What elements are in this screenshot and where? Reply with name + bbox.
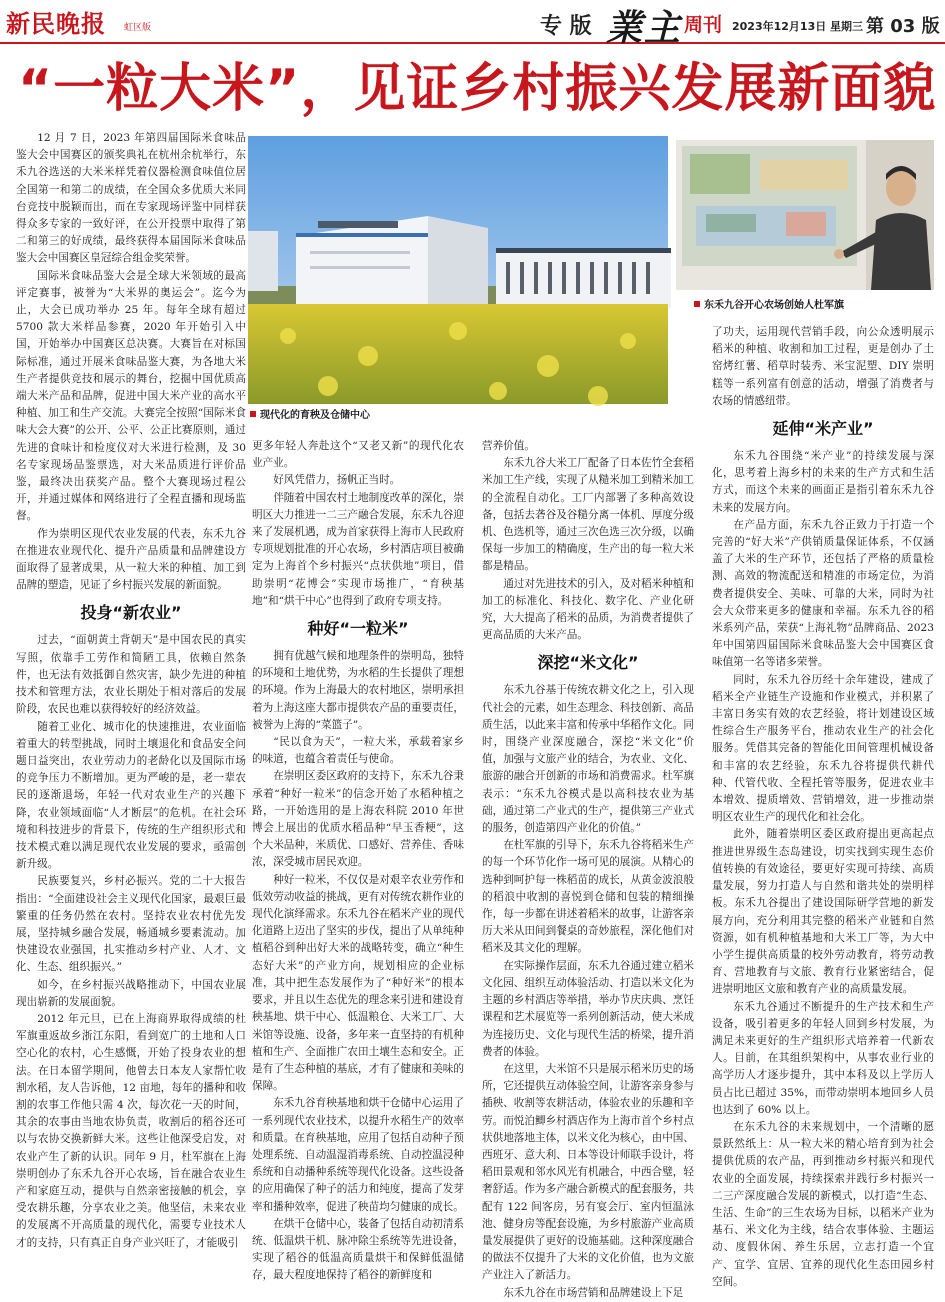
paragraph: 在这里，大米馆不只是展示稻米历史的场所，它还提供互动体验空间，让游客亲身参与插秧、收割等农耕活动，体验农业的乐趣和辛劳。而悦泊鲫乡村酒店作为上海市首个乡村点状供地落地主体，以米文化为核心，由中国、西班牙、意大利、日本等设计师联手设计，将稻田景观和邻水风光有机融合，中西合璧，轻奢舒适。作为多产融合新模式的配套服务，共配有 122 间客房，另有宴会厅、室内恒温泳池、健身房等配套设施，为乡村旅游产业高质量发展提供了更好的设施基础。这种深度融合的做法不仅提升了大米的文化价值，也为文旅产业注入了新活力。	[482, 1062, 694, 1282]
article-column-1	[16, 130, 246, 1270]
paragraph: 拥有优越气候和地理条件的崇明岛，独特的环境和土地优势，为水稻的生长提供了理想的环境。作为上海最大的农村地区，崇明承担着为上海这座大都市提供农产品的重要责任，被誉为上海的“菜篮子”。	[252, 650, 464, 731]
paragraph: 东禾九谷通过不断提升的生产技术和生产设备，吸引着更多的年轻人回到乡村发展，为满足未来更好的生产组织形式培养着一代新农人。目前，在其组织架构中，从事农业行业的高学历人才逐步提升，其中本科及以上学历人员占比已超过 35%，而带动崇明本地回乡人员也达到了 60% 以上。	[712, 1000, 934, 1116]
paragraph: 东禾九谷育秧基地和烘干仓储中心运用了一系列现代农业技术，以提升水稻生产的效率和质量。在育秧基地，应用了包括自动种子预处理系统、自动温湿消毒系统、自动控温浸种系统和自动播种系统等现代化设备。这些设备的应用确保了种子的活力和纯度，提高了发芽率和播种效率，促进了秧苗均匀健康的成长。	[252, 1097, 464, 1213]
paragraph: 好风凭借力，扬帆正当时。	[273, 474, 401, 487]
paragraph: 在产品方面，东禾九谷正致力于打造一个完善的“好大米”产供销质量保证体系，不仅涵盖了大米的生产环节，还包括了严格的质量检测、高效的物流配送和精准的市场定位，为消费者提供安全、美味、可靠的大米，同时为社会大众带来更多的健康和幸福。东禾九谷的稻米系列产品，荣获“上海礼物”品牌商品、2023 年中国第四届国际米食味品鉴大会中国赛区食味值第一名等诸多荣誉。	[712, 518, 934, 669]
paragraph: 民族要复兴，乡村必振兴。党的二十大报告指出：“全面建设社会主义现代化国家，最艰巨最繁重的任务仍然在农村。坚持农业农村优先发展，坚持城乡融合发展，畅通城乡要素流动。加快建设农业强国，扎实推动乡村产业、人才、文化、生态、组织振兴。”	[16, 875, 246, 974]
article-column-4	[712, 324, 934, 1288]
founder-photo-caption	[694, 296, 844, 311]
paragraph: 如今，在乡村振兴战略推动下，中国农业展现出崭新的发展面貌。	[16, 978, 246, 1008]
section-heading: 投身“新农业”	[80, 603, 182, 623]
paragraph: 此外，随着崇明区委区政府提出更高起点推进世界级生态岛建设，切实找到实现生态价值转换的有效途径，要更好实现可持续、高质量发展，努力打造人与自然和谐共处的崇明样板。东禾九谷提出了建设国际研学营地的新发展方向，充分利用其完整的稻米产业链和自然资源，如有机种植基地和大米工厂等，为大中小学生提供高质量的校外劳动教育，将劳动教育、营地教育与文旅、教育行业紧密结合，促进崇明地区文旅和教育产业的高质量发展。	[712, 828, 934, 996]
weekly-label: 周刊	[684, 14, 723, 36]
paragraph: 更多年轻人奔赴这个“又老又新”的现代化农业产业。	[252, 440, 464, 470]
section-heading: 延伸“米产业”	[772, 419, 874, 439]
paragraph: “民以食为天”，一粒大米，承载着家乡的味道，也蕴含着责任与使命。	[252, 736, 464, 766]
paragraph: 在实际操作层面，东禾九谷通过建立稻米文化园、组织互动体验活动、打造以米文化为主题的乡村酒店等举措，举办节庆庆典、烹饪课程和艺术展览等一系列创新活动，使大米成为连接历史、文化与现代生活的桥梁，提升消费者的体验。	[482, 959, 694, 1058]
paragraph: 在杜军旗的引导下，东禾九谷将稻米生产的每一个环节化作一场可见的展演。从精心的选种到呵护每一株稻苗的成长，从黄金波浪般的稻浪中收割的喜悦到仓储和包装的精细操作，每一步都在讲述着稻米的故事，让游客亲历大米从田间到餐桌的奇妙旅程，深化他们对稻米及其文化的理解。	[482, 839, 694, 955]
paragraph: 营养价值。	[482, 440, 535, 452]
founder-photo	[676, 140, 934, 290]
edition-label: 专 版	[540, 14, 592, 39]
founder-illustration	[676, 140, 934, 290]
supplement-brand: 業主	[606, 7, 683, 49]
paragraph: 了功夫，运用现代营销手段，向公众透明展示稻米的种植、收割和加工过程，更是创办了土窑烤红薯、稻草时装秀、米宝泥塑、DIY 崇明糕等一系列富有创意的活动，增强了消费者与农场的情感纽带。	[712, 326, 934, 407]
paragraph: 东禾九谷基于传统农耕文化之上，引入现代社会的元素，如生态理念、科技创新、高品质生活，以此来丰富和传承中华稻作文化。同时，围绕产业深度融合，深挖“米文化”价值，加强与文旅产业的结合，为农业、文化、旅游的融合开创新的市场和消费需求。杜军旗表示：“东禾九谷模式是以高科技农业为基础，通过第二产业式的生产，提供第三产业式的服务，创造第四产业化的价值。”	[482, 684, 694, 835]
facility-caption-text: 现代化的育秧及仓储中心	[260, 410, 370, 421]
paragraph: 种好一粒米，不仅仅是对艰辛农业劳作和低效劳动收益的挑战，更有对传统农耕作业的现代化演绎需求。东禾九谷在稻米产业的现代化道路上迈出了坚实的步伐，提出了从单纯种植稻谷到种出好大米的战略转变，确立“种生态好大米”的产业方向，规划相应的企业标准，其中把生态发展作为了“种好米”的根本要求，并且以生态优先的理念来引进和建设育秧基地、烘干中心、低温粮仓、大米工厂、大米馆等设施、设备，多年来一直坚持的有机种植和生产、全面推广农田土壤生态和安全。正是有了生态种植的基底，才有了健康和美味的保障。	[252, 873, 464, 1093]
paragraph: 伴随着中国农村土地制度改革的深化，崇明区大力推进一二三产融合发展，东禾九谷迎来了发展机遇，成为首家获得上海市人民政府专项规划批准的开心农场，乡村酒店项目被确定为上海首个乡村振兴“点状供地”项目，借助崇明“花博会”实现市场推广，“育秧基地”和“烘干中心”也得到了政府专项支持。	[252, 491, 464, 607]
page-number: 第 03 版	[866, 16, 940, 37]
caption-marker-icon	[694, 301, 700, 307]
paragraph: 随着工业化、城市化的快速推进，农业面临着重大的转型挑战，同时土壤退化和食品安全问题日益突出，农业劳动力的老龄化以及国际市场的竞争压力不断增加。更为严峻的是，老一辈农民的逐渐退场，年轻一代对农业生产的兴趣下降，农业领域面临“人才断层”的危机。在社会环境和科技进步的背景下，传统的生产组织形式和技术模式难以满足现代农业发展的要求，亟需创新升级。	[16, 720, 246, 871]
section-heading: 种好“一粒米”	[307, 619, 409, 639]
paragraph: 通过对先进技术的引入，及对稻米种植和加工的标准化、科技化、数字化、产业化研究，大大提高了稻米的品质，为消费者提供了更高品质的大米产品。	[482, 577, 694, 642]
newspaper-logo: 新民晚报	[6, 10, 106, 38]
paragraph: 12 月 7 日，2023 年第四届国际米食味品鉴大会中国赛区的颁奖典礼在杭州余杭举行，东禾九谷选送的大米米样凭着仪器检测食味值位居全国第一和第二的成绩，在全国众多优质大米同台竞技中脱颖而出，而在专家现场评鉴中同样获得众多专家的一致好评，在公开投票中取得了第二和第三的好成绩，最终获得本届国际米食味品鉴大会中国赛区皇冠综合组金奖荣誉。	[16, 132, 246, 265]
paragraph: 2012 年元旦，已在上海商界取得成绩的杜军旗重返故乡浙江东阳，看到宽广的土地和人口空心化的农村，心生感慨，开始了投身农业的想法。在日本留学期间，他曾去日本友人家帮忙收割水稻，友人告诉他，12 亩地，每年的播种和收割的农事工作他只需 4 次，每次花一天的时间，其余的农事由当地农协负责，收割后的稻谷还可以与农协交换新鲜大米。这些让他深受启发，对农业产生了新的认识。同年 9 月，杜军旗在上海崇明创办了东禾九谷开心农场，旨在融合农业生产和家庭互动，提供与自然亲密接触的机会，享受农耕乐趣，分享农业之美。他坚信，未来农业的发展离不开高质量的现代化，需要专业技术人才的支持，只有真正自身产业兴旺了，才能吸引	[16, 1012, 246, 1249]
paragraph: 东禾九谷大米工厂配备了日本佐竹全套稻米加工生产线，实现了从糙米加工到精米加工的全流程自动化。工厂内部署了多种高效设备，包括去砻谷及谷糙分离一体机、厚度分级机、色选机等，通过三次色选三次分级，以确保每一步加工的精确度，生产出的每一粒大米都是精品。	[482, 457, 694, 573]
caption-marker-icon	[250, 411, 256, 417]
article-column-2	[252, 438, 464, 1282]
headline: “一粒大米”，见证乡村振兴发展新面貌	[18, 59, 937, 119]
logo-subtitle: 虹区版	[124, 23, 152, 33]
facility-photo	[248, 136, 668, 404]
paragraph: 东禾九谷在市场营销和品牌建设上下足	[503, 1286, 684, 1299]
founder-caption-text: 东禾九谷开心农场创始人杜军旗	[704, 300, 844, 311]
paragraph: 在东禾九谷的未来规划中，一个清晰的愿景跃然纸上：从一粒大米的精心培育到为社会提供优质的农产品，再到推动乡村振兴和现代农业的全面发展，持续探索并践行乡村振兴一二三产深度融合发展的新模式，以打造“生态、生活、生命”的三生农场为目标，以稻米产业为基石、米文化为主线，结合农事体验、主题运动、度假休闲、养生乐居，立志打造一个宜产、宜学、宜居、宜养的现代化生态田园乡村空间。	[712, 1120, 934, 1288]
facility-photo-caption	[250, 406, 370, 421]
paragraph: 同时，东禾九谷历经十余年建设，建成了稻米全产业链生产设施和作业模式，并积累了丰富日务实有效的农艺经验，将计划建设区域性综合生产服务平台，推动农业生产的社会化服务。凭借其完备的智能化田间管理机械设备和丰富的农艺经验，东禾九谷将提供代耕代种、代管代收、全程托管等服务，促进农业丰本增效、提质增效、营销增效，进一步推动崇明区农业生产的现代化和社会化。	[712, 673, 934, 824]
article-column-3	[482, 438, 694, 1299]
masthead	[0, 0, 945, 49]
paragraph: 在烘干仓储中心，装备了包括自动初清系统、低温烘干机、脉冲除尘系统等先进设备，实现了稻谷的低温高质量烘干和保鲜低温储存，最大程度地保持了稻谷的新鲜度和	[252, 1217, 464, 1282]
paragraph: 在崇明区委区政府的支持下，东禾九谷秉承着“种好一粒米”的信念开始了水稻种植之路，一开始选用的是上海农科院 2010 年世博会上展出的优质水稻品种“早玉香粳”，这个大米品种，米质优、口感好、营养佳、香味浓，深受城市居民欢迎。	[252, 770, 464, 869]
paragraph: 东禾九谷围绕“米产业”的持续发展与深化，思考着上海乡村的未来的生产方式和生活方式，而这个未来的画面正是指引着东禾九谷未来的发展方向。	[712, 450, 934, 514]
facility-illustration	[248, 136, 668, 404]
section-heading: 深挖“米文化”	[537, 653, 639, 673]
issue-date: 2023年12月13日 星期三	[732, 20, 864, 33]
paragraph: 作为崇明区现代农业发展的代表，东禾九谷在推进农业现代化、提升产品质量和品牌建设方面取得了显著成果，从一粒大米的种植、加工到品牌的塑造，见证了乡村振兴发展的新面貌。	[16, 527, 246, 592]
paragraph: 过去，“面朝黄土背朝天”是中国农民的真实写照，依靠手工劳作和简陋工具，依赖自然条件，也无法有效抵御自然灾害，缺少先进的种植技术和管理方法，农业长期处于相对落后的发展阶段，农民也难以获得较好的经济效益。	[16, 634, 246, 716]
paragraph: 国际米食味品鉴大会是全球大米领域的最高评定赛事，被誉为“大米界的奥运会”。迄今为止，大会已成功举办 25 年。每年全球有超过 5700 款大米样品参赛，2020 年开始引入中国，开始举办中国赛区总决赛。大赛旨在对标国际标准，通过开展米食味品鉴大赛，为各地大米生产者提供竞技和展示的舞台，挖掘中国优质高端大米产品和品牌，促进中国大米产业的高水平种植、加工和生产交流。大赛完全按照“国际米食味大会大赛”的公开、公平、公正比赛原则，通过先进的食味计和检度仪对大米进行检测，及 30 名专家现场品鉴票选，对大米品质进行评价品鉴，最终决出获奖产品。整个大赛现场过程公开，并通过媒体和网络进行了全程直播和现场监督。	[16, 269, 246, 523]
